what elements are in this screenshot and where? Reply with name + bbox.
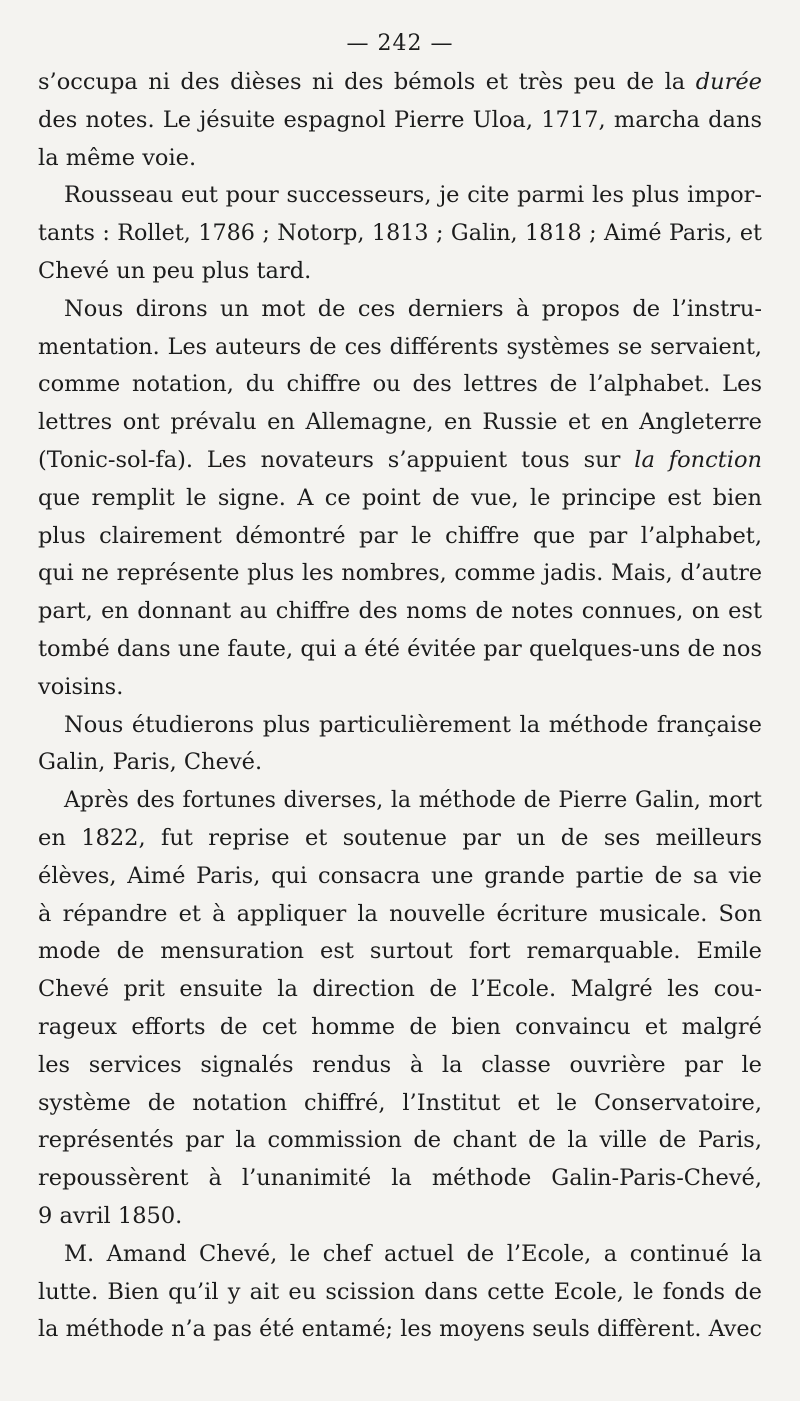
text-line: lutte. Bien qu’il y ait eu scission dans cette Ecole, le fonds de — [38, 1278, 762, 1305]
text-line: plus clairement démontré par le chiffre que par l’alphabet, — [38, 522, 762, 549]
text-line: Après des fortunes diverses, la méthode de Pierre Galin, mort — [64, 788, 762, 814]
text-line: tombé dans une faute, qui a été évitée par quelques-uns de nos — [38, 635, 762, 662]
text-line: la méthode n’a pas été entamé; les moyens seuls diffèrent. Avec — [38, 1316, 762, 1343]
text-line: des notes. Le jésuite espagnol Pierre Uloa, 1717, marcha dans — [38, 106, 762, 133]
text-line: M. Amand Chevé, le chef actuel de l’Ecole, a continué la — [64, 1240, 762, 1267]
text-line: rageux efforts de cet homme de bien convaincu et malgré — [38, 1013, 762, 1040]
text-line: Galin, Paris, Chevé. — [38, 749, 263, 776]
text-line: 9 avril 1850. — [38, 1202, 183, 1229]
text-line: qui ne représente plus les nombres, comme jadis. Mais, d’autre — [38, 560, 762, 587]
text-line: comme notation, du chiffre ou des lettres de l’alphabet. Les — [38, 371, 762, 398]
text-line: système de notation chiffré, l’Institut et le Conservatoire, — [38, 1089, 762, 1116]
text-line: part, en donnant au chiffre des noms de notes connues, on est — [38, 598, 762, 625]
text-line: s’occupa ni des dièses ni des bémols et très peu de la durée — [38, 69, 762, 95]
text-line: à répandre et à appliquer la nouvelle écriture musicale. Son — [38, 900, 762, 927]
text-line: élèves, Aimé Paris, qui consacra une grande partie de sa vie — [38, 862, 762, 889]
italic-term: durée — [695, 69, 762, 95]
page-number: — 242 — — [346, 31, 454, 56]
text-line: en 1822, fut reprise et soutenue par un de ses meilleurs — [38, 824, 762, 851]
text-line: la même voie. — [38, 144, 197, 171]
text-line: (Tonic-sol-fa). Les novateurs s’appuient tous sur la fonction — [38, 446, 762, 473]
body-text — [38, 64, 762, 1349]
text-line: représentés par la commission de chant de la ville de Paris, — [38, 1127, 762, 1154]
text-line: Rousseau eut pour successeurs, je cite parmi les plus impor- — [64, 182, 762, 209]
text-line: mentation. Les auteurs de ces différents systèmes se servaient, — [38, 333, 762, 360]
text-line: que remplit le signe. A ce point de vue, le principe est bien — [38, 484, 762, 511]
text-line: Nous dirons un mot de ces derniers à propos de l’instru- — [64, 295, 762, 322]
italic-term: la fonction — [634, 446, 762, 473]
text-line: Chevé prit ensuite la direction de l’Ecole. Malgré les cou- — [38, 976, 762, 1003]
text-line: mode de mensuration est surtout fort remarquable. Emile — [38, 938, 762, 965]
text-line: Nous étudierons plus particulièrement la méthode française — [64, 711, 762, 738]
text-line: Chevé un peu plus tard. — [38, 257, 312, 284]
text-line: tants : Rollet, 1786 ; Notorp, 1813 ; Galin, 1818 ; Aimé Paris, et — [38, 220, 762, 247]
text-line: voisins. — [38, 673, 124, 700]
text-line: lettres ont prévalu en Allemagne, en Russie et en Angleterre — [38, 409, 762, 436]
text-line: les services signalés rendus à la classe ouvrière par le — [38, 1051, 762, 1078]
text-line: repoussèrent à l’unanimité la méthode Galin-Paris-Chevé, — [38, 1165, 762, 1192]
